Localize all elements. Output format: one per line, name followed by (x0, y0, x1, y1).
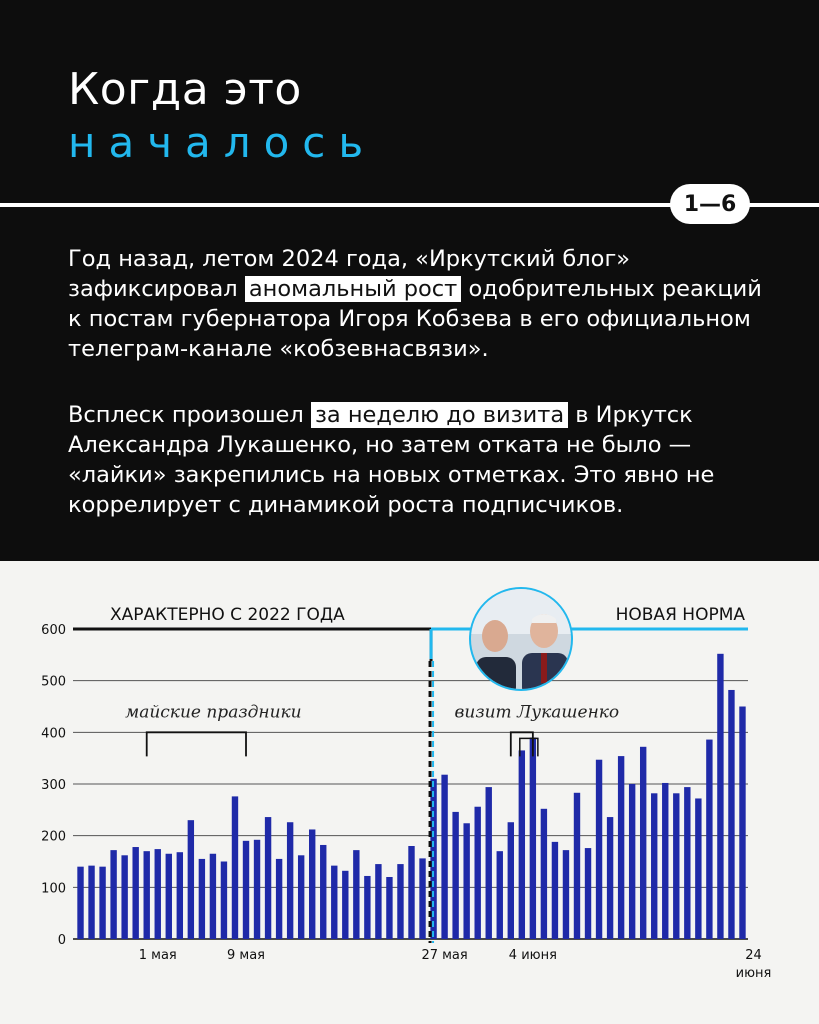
annotation-bracket (147, 732, 246, 756)
bar (463, 823, 469, 939)
x-tick-label: 24 (745, 948, 762, 963)
bar (574, 793, 580, 939)
bar (243, 841, 249, 939)
bar (673, 793, 679, 939)
bar (331, 866, 337, 939)
bar (739, 707, 745, 940)
highlight-anomalous-growth: аномальный рост (245, 276, 461, 302)
bar (452, 812, 458, 939)
bar (88, 866, 94, 939)
annotations (125, 702, 619, 756)
bar (541, 809, 547, 939)
x-tick-label: 9 мая (227, 948, 266, 963)
bar (298, 855, 304, 939)
y-tick-label: 400 (41, 726, 66, 742)
page-subtitle: началось (68, 118, 377, 167)
bar (188, 820, 194, 939)
y-tick-label: 100 (41, 881, 66, 897)
bar (121, 855, 127, 939)
bar (397, 864, 403, 939)
bar (717, 654, 723, 939)
paragraph-2 (68, 400, 768, 520)
bar (155, 849, 161, 939)
x-tick-label: 4 июня (508, 948, 557, 963)
bar (177, 852, 183, 939)
bar (441, 775, 447, 939)
bar (497, 851, 503, 939)
bar (607, 817, 613, 939)
bar (287, 822, 293, 939)
x-tick-label: 27 мая (421, 948, 468, 963)
bar (77, 867, 83, 939)
bar (221, 862, 227, 940)
page-title: Когда это (68, 64, 302, 115)
bar (110, 850, 116, 939)
bar (144, 851, 150, 939)
y-tick-label: 0 (57, 933, 66, 948)
y-tick-label: 200 (41, 829, 66, 845)
bar (684, 787, 690, 939)
bar (132, 847, 138, 939)
paragraph-1 (68, 244, 768, 364)
annotation-label: визит Лукашенко (454, 702, 620, 723)
paragraph-2-text-a: Всплеск произошел (68, 402, 304, 428)
section-label-right: НОВАЯ НОРМА (615, 605, 745, 625)
bar (486, 787, 492, 939)
bar (199, 859, 205, 939)
bar (99, 867, 105, 939)
bar (662, 783, 668, 939)
bar (629, 784, 635, 939)
bar (474, 807, 480, 939)
bar (519, 750, 525, 939)
paragraph-2-text-b: в Иркутск Александра Лукашенко, но затем отката не было — «лайки» закрепились на новых отметках. Это явно не коррелирует с динамикой роста подписчиков. (68, 402, 715, 518)
reactions-bar-chart (0, 561, 819, 1024)
bar (640, 747, 646, 939)
bar (552, 842, 558, 939)
bar (508, 822, 514, 939)
bar (618, 756, 624, 939)
bar (320, 845, 326, 939)
bar (309, 829, 315, 939)
bar (596, 760, 602, 939)
chart-panel (0, 561, 819, 1024)
y-tick-label: 300 (41, 778, 66, 793)
page-counter-badge: 1—6 (670, 184, 750, 224)
y-tick-label: 600 (41, 623, 66, 638)
section-label-left: ХАРАКТЕРНО С 2022 ГОДА (110, 605, 345, 625)
bar (408, 846, 414, 939)
paragraph-1-text-b: одобрительных реакций к постам губернатора Игоря Кобзева в его официальном телеграм-канале «кобзевнасвязи». (68, 276, 762, 362)
paragraph-1-text-a: Год назад, летом 2024 года, «Иркутский блог» зафиксировал (68, 246, 631, 302)
highlight-week-before-visit: за неделю до визита (311, 402, 568, 428)
bar (342, 871, 348, 939)
bar (265, 817, 271, 939)
y-tick-label: 500 (41, 674, 66, 690)
bar (276, 859, 282, 939)
bar (563, 850, 569, 939)
bars-group (77, 654, 745, 939)
x-tick-label-line2: июня (735, 966, 772, 981)
bar (419, 858, 425, 939)
bar (585, 848, 591, 939)
bar (530, 738, 536, 940)
bar (353, 850, 359, 939)
bar (695, 798, 701, 939)
bar (728, 690, 734, 939)
bar (364, 876, 370, 939)
annotation-label: майские праздники (125, 702, 302, 723)
bar (166, 854, 172, 939)
y-axis (41, 623, 66, 948)
bar (254, 840, 260, 939)
x-tick-label: 1 мая (138, 948, 177, 963)
x-axis (139, 948, 772, 981)
bar (651, 793, 657, 939)
bar (706, 740, 712, 939)
bar (210, 854, 216, 939)
bar (386, 877, 392, 939)
bar (232, 796, 238, 939)
bar (375, 864, 381, 939)
